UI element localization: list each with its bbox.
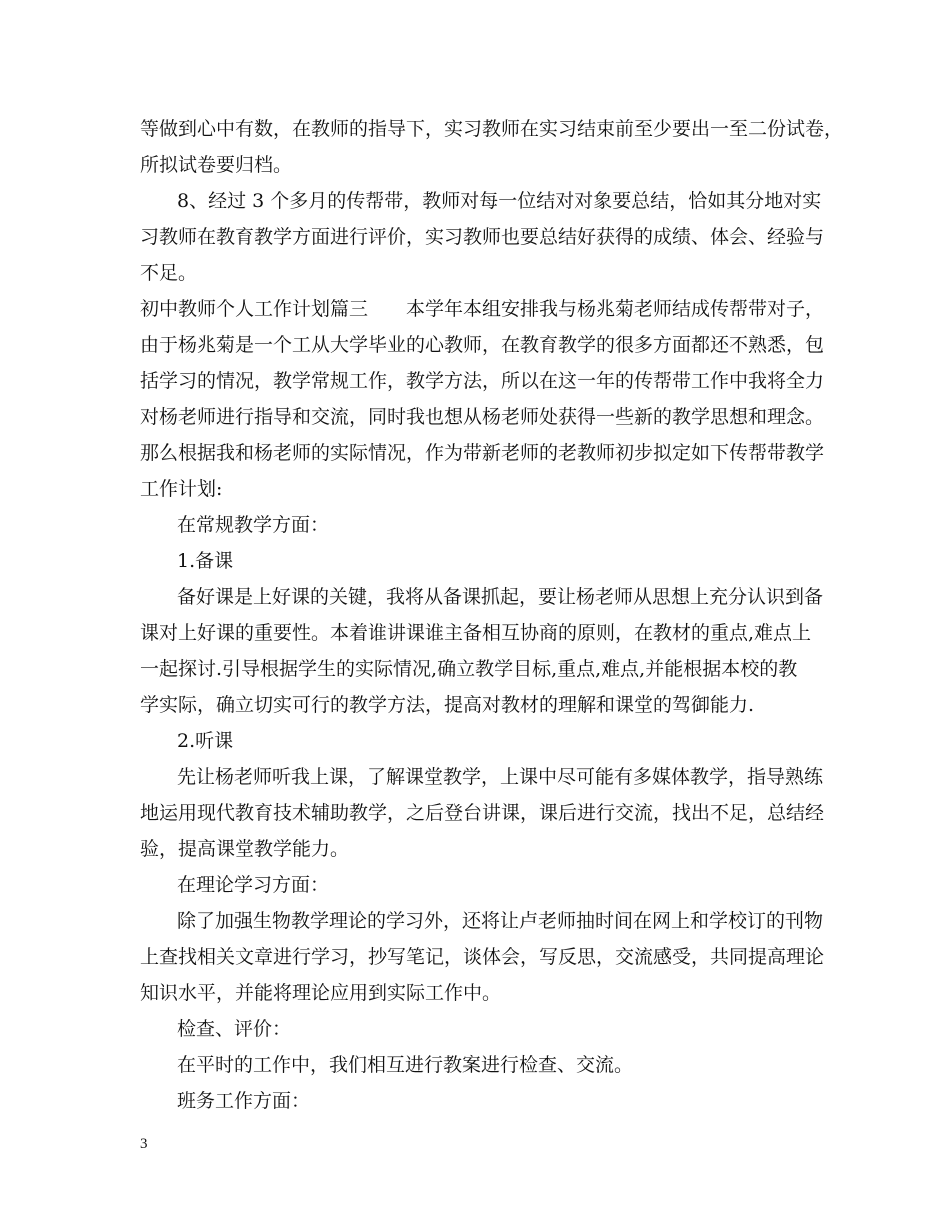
text-line: 验，提高课堂教学能力。: [140, 838, 350, 860]
text-line: 由于杨兆菊是一个工从大学毕业的心教师，在教育教学的很多方面都还不熟悉，包: [140, 334, 825, 356]
text-line: 上查找相关文章进行学习，抄写笔记，谈体会，写反思，交流感受，共同提高理论: [140, 946, 825, 968]
text-line: 所拟试卷要归档。: [140, 154, 293, 176]
text-line: 除了加强生物教学理论的学习外，还将让卢老师抽时间在网上和学校订的刊物: [177, 910, 824, 932]
text-line: 知识水平，并能将理论应用到实际工作中。: [140, 982, 502, 1004]
subheading-line: 2.听课: [177, 730, 234, 752]
text-line: 对杨老师进行指导和交流，同时我也想从杨老师处获得一些新的教学思想和理念。: [140, 406, 825, 428]
text-line: 那么根据我和杨老师的实际情况，作为带新老师的老教师初步拟定如下传帮带教学: [140, 442, 825, 464]
text-line: 不足。: [140, 262, 198, 284]
text-line: 8、经过 3 个多月的传帮带，教师对每一位结对对象要总结，恰如其分地对实: [177, 190, 822, 212]
text-line: 先让杨老师听我上课，了解课堂教学，上课中尽可能有多媒体教学，指导熟练: [177, 766, 824, 788]
subheading-line: 检查、评价：: [177, 1018, 292, 1040]
subheading-line: 在理论学习方面：: [177, 874, 330, 896]
subheading-line: 在常规教学方面：: [177, 514, 330, 536]
text-line: 括学习的情况，教学常规工作，教学方法，所以在这一年的传帮带工作中我将全力: [140, 370, 825, 392]
text-line: 在平时的工作中，我们相互进行教案进行检查、交流。: [177, 1054, 634, 1076]
text-line: 等做到心中有数，在教师的指导下，实习教师在实习结束前至少要出一至二份试卷，: [140, 118, 844, 140]
text-line: 地运用现代教育技术辅助教学，之后登台讲课，课后进行交流，找出不足，总结经: [140, 802, 825, 824]
text-line: 学实际，确立切实可行的教学方法，提高对教材的理解和课堂的驾御能力.: [140, 694, 755, 716]
text-line: 习教师在教育教学方面进行评价，实习教师也要总结好获得的成绩、体会、经验与: [140, 226, 825, 248]
text-line: 课对上好课的重要性。本着谁讲课谁主备相互协商的原则，在教材的重点,难点上: [140, 622, 812, 644]
section-heading-line: 初中教师个人工作计划篇三 本学年本组安排我与杨兆菊老师结成传帮带对子，: [140, 298, 825, 320]
subheading-line: 班务工作方面：: [177, 1090, 311, 1112]
subheading-line: 1.备课: [177, 550, 234, 572]
text-line: 备好课是上好课的关键，我将从备课抓起，要让杨老师从思想上充分认识到备: [177, 586, 824, 608]
page-number: 3: [140, 1136, 148, 1152]
text-line: 工作计划:: [140, 478, 223, 500]
text-line: 一起探讨.引导根据学生的实际情况,确立教学目标,重点,难点,并能根据本校的教: [140, 658, 798, 680]
